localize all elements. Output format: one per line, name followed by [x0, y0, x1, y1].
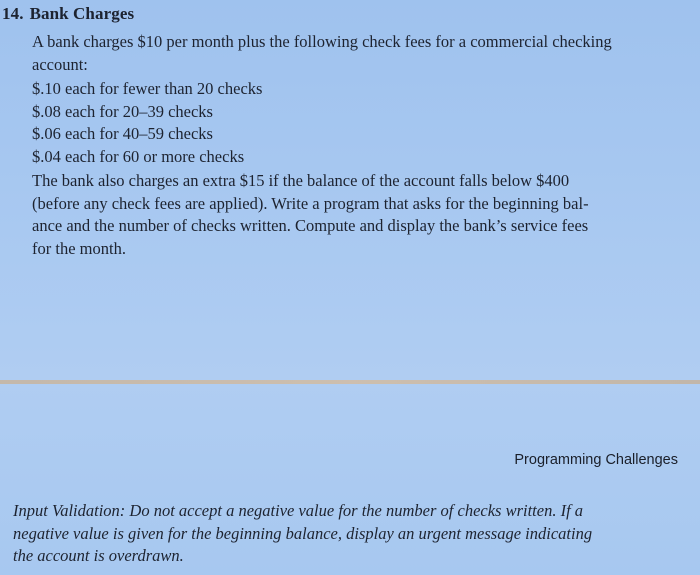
check-fee-item: $.08 each for 20–39 checks [32, 101, 213, 121]
section-divider [0, 380, 700, 384]
text-line: for the month. [32, 238, 126, 258]
check-fee-item: $.06 each for 40–59 checks [32, 124, 213, 144]
text-line: negative value is given for the beginning balance, display an urgent message indicating [13, 523, 593, 543]
problem-body [32, 170, 697, 260]
input-validation-note [13, 500, 683, 568]
text-line: A bank charges $10 per month plus the following check fees for a commercial checking [32, 32, 612, 51]
running-head: Programming Challenges [514, 452, 678, 468]
problem-heading [2, 4, 134, 24]
text-line: Input Validation: Do not accept a negative value for the number of checks written. If a [13, 501, 584, 520]
text-line: The bank also charges an extra $15 if the balance of the account falls below $400 [32, 171, 570, 190]
check-fee-item: $.04 each for 60 or more checks [32, 146, 245, 166]
check-fee-item: $.10 each for fewer than 20 checks [32, 79, 263, 98]
text-line: ance and the number of checks written. Compute and display the bank’s service fees [32, 216, 589, 235]
text-line: account: [32, 54, 88, 74]
problem-number: 14. [2, 4, 24, 23]
text-line: the account is overdrawn. [13, 546, 184, 565]
problem-intro [32, 31, 697, 76]
problem-title: Bank Charges [29, 4, 135, 23]
text-line: (before any check fees are applied). Write a program that asks for the beginning bal- [32, 193, 589, 213]
check-fee-list [32, 78, 262, 168]
